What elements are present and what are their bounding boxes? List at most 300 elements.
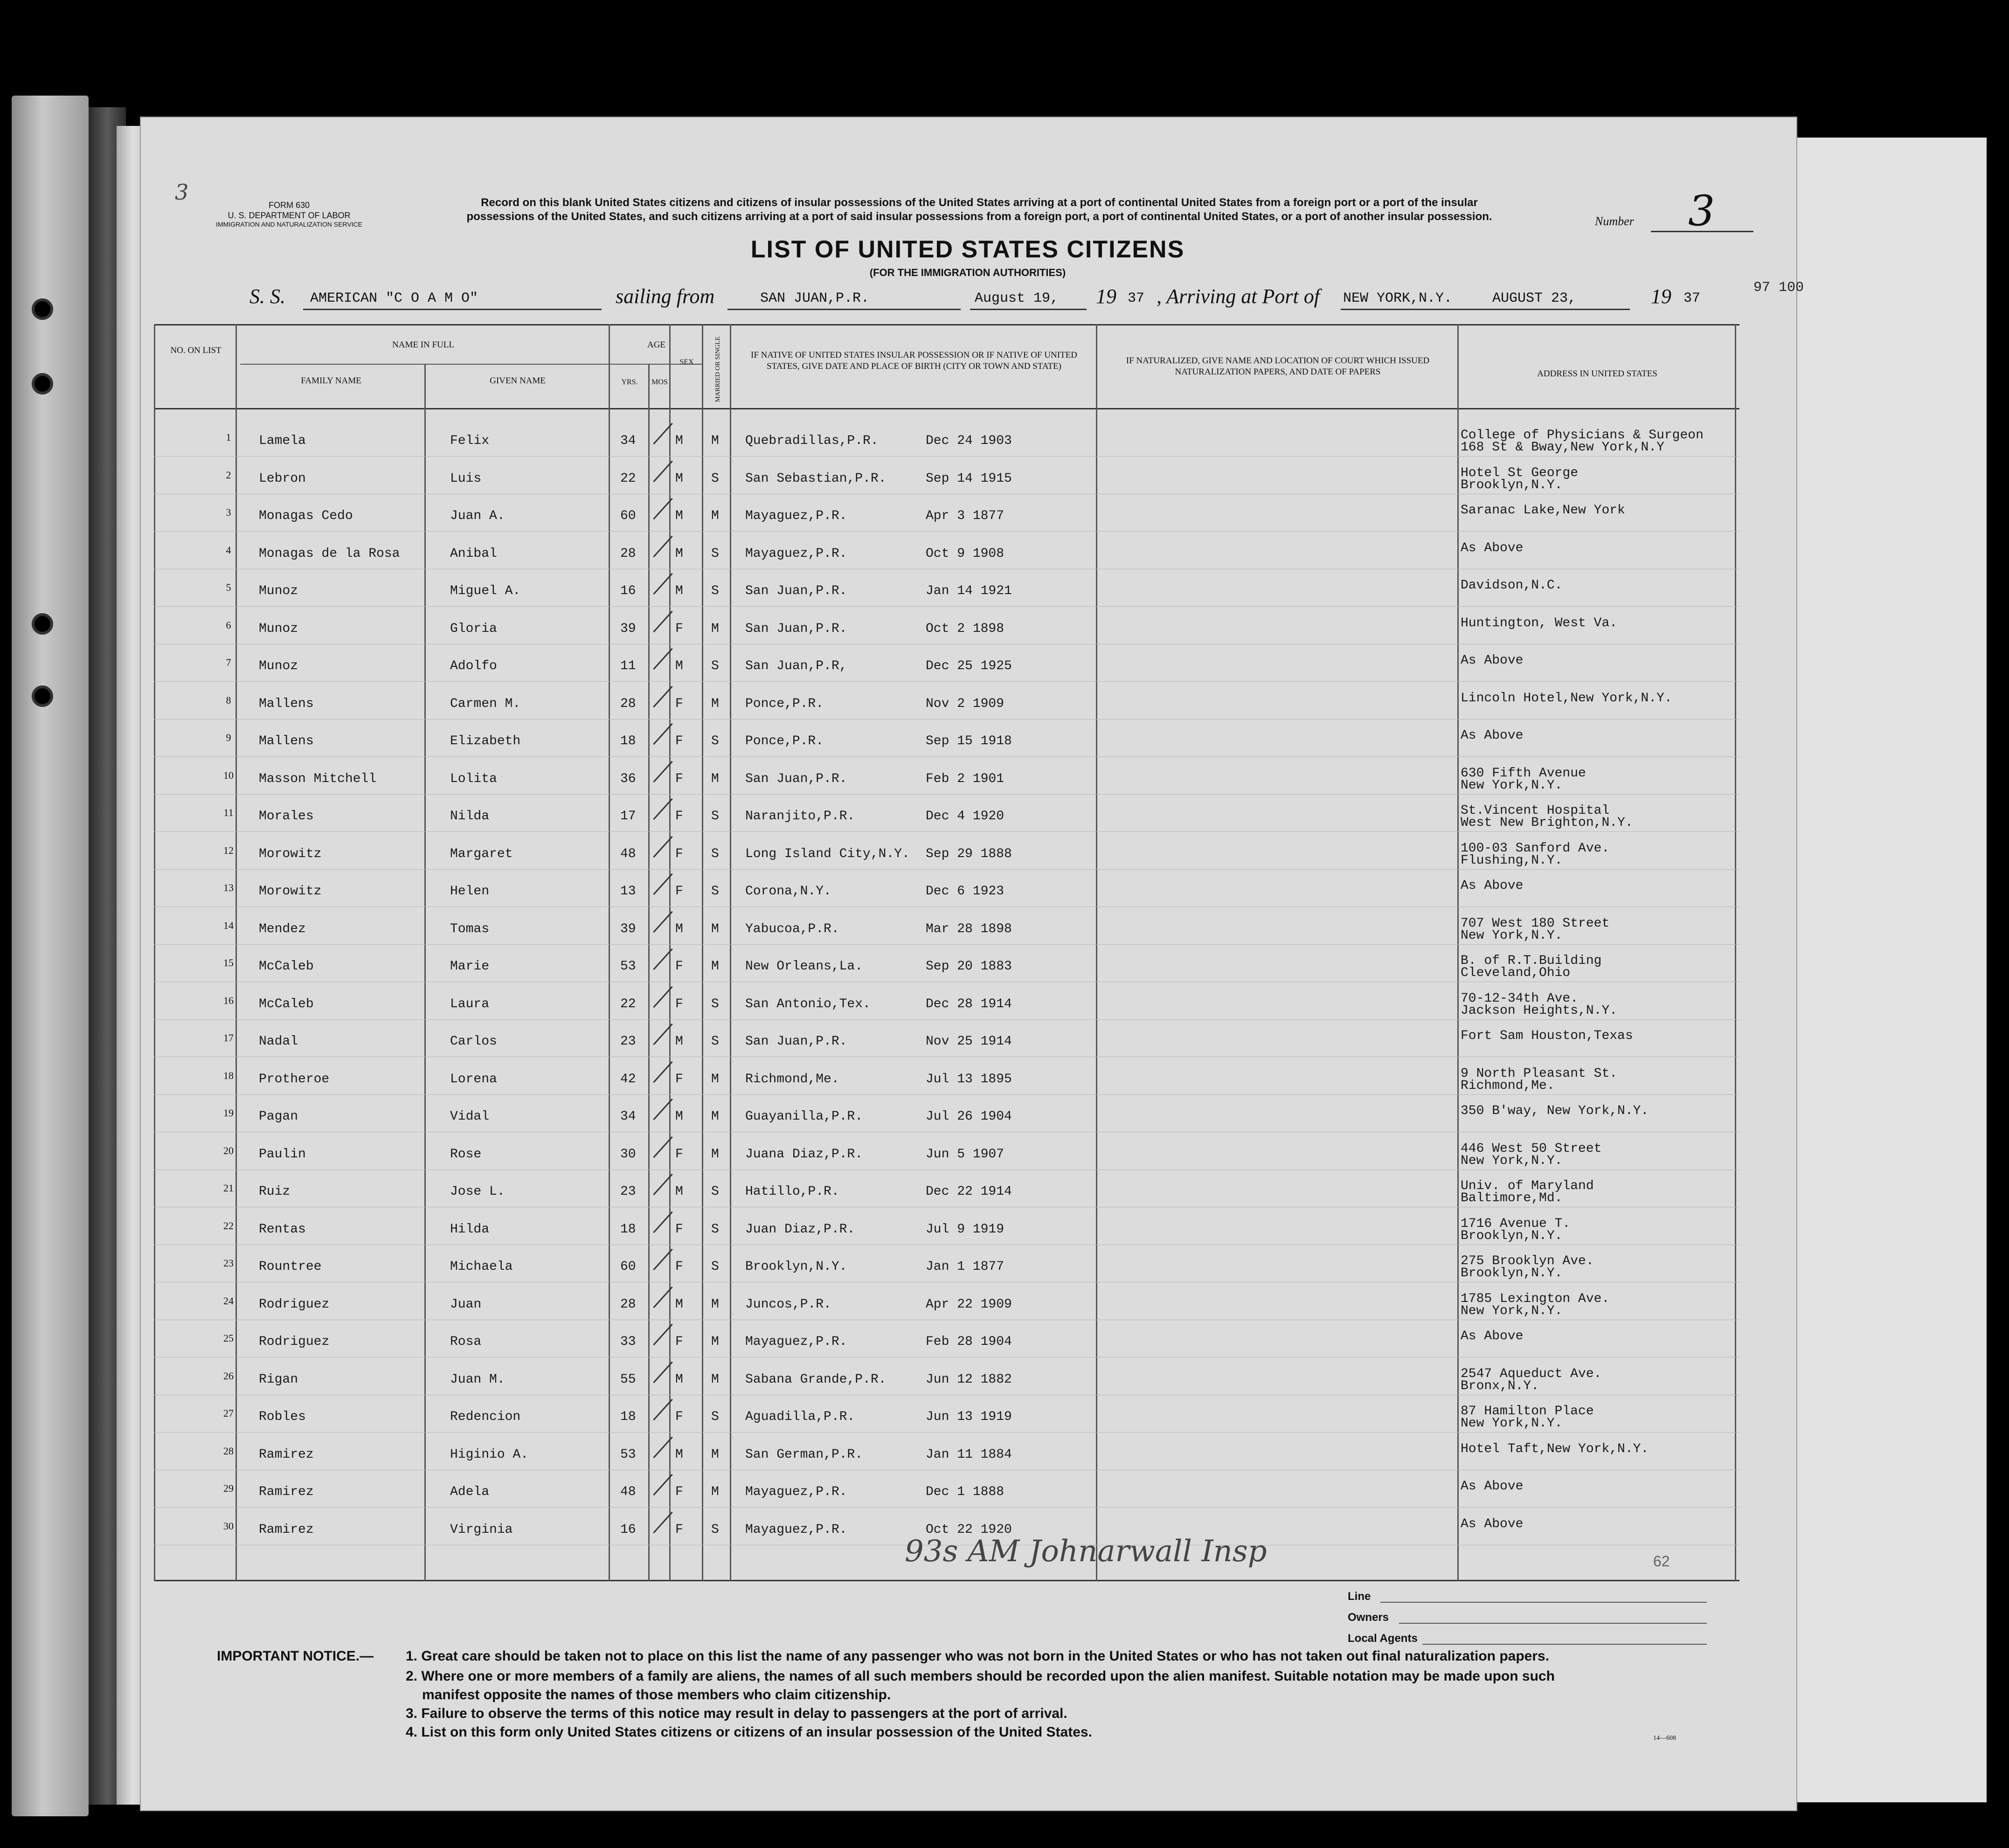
address-line-1: As Above [1461, 879, 1524, 893]
address-line-1: Lincoln Hotel,New York,N.Y. [1461, 691, 1672, 706]
address-line-2: New York,N.Y. [1461, 928, 1563, 943]
sex: F [675, 884, 683, 899]
family-name: Munoz [259, 621, 298, 636]
table-top-rule [154, 324, 1739, 325]
age-years: 28 [620, 546, 636, 561]
family-name: Protheroe [259, 1072, 330, 1087]
family-name: Rodriguez [259, 1297, 330, 1312]
marital-status: S [711, 1410, 719, 1424]
birth-date: Oct 9 1908 [926, 546, 1005, 561]
sex: F [675, 846, 683, 861]
address-line-1: 87 Hamilton Place [1461, 1404, 1594, 1419]
family-name: Ruiz [259, 1184, 291, 1199]
family-name: Rentas [259, 1222, 306, 1237]
date-underline [970, 309, 1087, 310]
row-number: 12 [223, 844, 234, 856]
address-line-1: 9 North Pleasant St. [1461, 1066, 1618, 1081]
marital-status: S [711, 584, 719, 598]
col-header-married: MARRIED OR SINGLE [714, 336, 721, 402]
department: U. S. DEPARTMENT OF LABOR [228, 210, 351, 220]
family-name: Monagas de la Rosa [259, 546, 400, 561]
sex: F [675, 1522, 683, 1537]
address-line-1: 70-12-34th Ave. [1461, 991, 1579, 1006]
address-line-2: Brooklyn,N.Y. [1461, 1228, 1563, 1243]
sex: M [675, 1297, 683, 1312]
birth-place: Quebradillas,P.R. [745, 434, 879, 448]
birth-place: San Sebastian,P.R. [745, 471, 887, 486]
birth-date: Oct 22 1920 [926, 1522, 1012, 1537]
birth-place: Mayaguez,P.R. [745, 509, 847, 523]
given-name: Elizabeth [450, 734, 521, 748]
given-name: Helen [450, 884, 490, 899]
birth-date: Sep 20 1883 [926, 959, 1012, 974]
sailing-from-label: sailing from [616, 285, 715, 308]
given-name: Laura [450, 997, 490, 1011]
birth-place: Mayaguez,P.R. [745, 1335, 847, 1349]
address-line-1: 275 Brooklyn Ave. [1461, 1254, 1594, 1268]
marital-status: S [711, 884, 719, 899]
row-number: 29 [223, 1482, 234, 1494]
birth-date: Jan 11 1884 [926, 1447, 1012, 1462]
sex: F [675, 771, 683, 786]
family-name: Ramirez [259, 1522, 314, 1537]
col-border [154, 324, 155, 1581]
ship-underline [303, 309, 602, 310]
birth-date: Sep 29 1888 [926, 846, 1012, 861]
col-header-address: ADDRESS IN UNITED STATES [1537, 369, 1657, 379]
sex: F [675, 1147, 683, 1162]
row-rule [154, 606, 1739, 607]
row-number: 11 [223, 807, 234, 818]
address-line-1: As Above [1461, 728, 1524, 743]
family-name: Robles [259, 1410, 306, 1424]
row-number: 24 [223, 1294, 234, 1307]
sex: M [675, 434, 683, 448]
marital-status: S [711, 997, 719, 1011]
given-name: Gloria [450, 621, 497, 636]
row-number: 25 [223, 1332, 234, 1344]
address-line-1: 1716 Avenue T. [1461, 1216, 1571, 1231]
address-line-1: St.Vincent Hospital [1461, 803, 1610, 818]
family-name: Rodriguez [259, 1335, 330, 1349]
given-name: Nilda [450, 809, 490, 824]
address-line-2: Baltimore,Md. [1461, 1191, 1563, 1205]
agents-field [1422, 1644, 1707, 1645]
given-name: Vidal [450, 1109, 490, 1124]
col-header-mos: MOS [651, 378, 668, 386]
age-years: 60 [620, 1260, 636, 1274]
given-name: Rosa [450, 1335, 482, 1349]
given-name: Carmen M. [450, 696, 521, 711]
row-number: 2 [226, 469, 231, 481]
birth-place: Yabucoa,P.R. [745, 921, 839, 936]
row-number: 10 [223, 769, 234, 781]
family-name: Munoz [259, 659, 298, 673]
sex: F [675, 621, 683, 636]
given-name: Tomas [450, 921, 490, 936]
address-line-2: Flushing,N.Y. [1461, 853, 1563, 868]
sex: M [675, 1447, 683, 1462]
birth-place: Brooklyn,N.Y. [745, 1260, 847, 1274]
row-number: 21 [223, 1182, 234, 1194]
birth-place: Richmond,Me. [745, 1072, 839, 1087]
sex: M [675, 1034, 683, 1049]
given-name: Juan [450, 1297, 482, 1312]
address-line-1: 707 West 180 Street [1461, 916, 1610, 931]
row-rule [154, 831, 1739, 832]
page-subtitle: (FOR THE IMMIGRATION AUTHORITIES) [869, 267, 1066, 278]
birth-date: Sep 14 1915 [926, 471, 1012, 486]
address-line-1: 350 B'way, New York,N.Y. [1461, 1104, 1649, 1118]
ss-label: S. S. [249, 285, 285, 308]
marital-status: M [711, 1335, 719, 1349]
binder-hole [32, 298, 53, 320]
birth-date: Apr 22 1909 [926, 1297, 1012, 1312]
notice-3: 3. Failure to observe the terms of this notice may result in delay to passengers at the port of arrival. [406, 1706, 1067, 1721]
address-line-1: 446 West 50 Street [1461, 1141, 1602, 1156]
birth-place: Hatillo,P.R. [745, 1184, 839, 1199]
arriving-label: , Arriving at Port of [1157, 285, 1320, 308]
birth-date: Dec 24 1903 [926, 434, 1012, 448]
marital-status: M [711, 1109, 719, 1124]
col-border [1457, 324, 1459, 1581]
form-id [205, 201, 373, 228]
sex: F [675, 997, 683, 1011]
marital-status: S [711, 846, 719, 861]
col-border [609, 324, 610, 1581]
sex: F [675, 1222, 683, 1237]
given-name: Felix [450, 434, 490, 448]
row-number: 22 [223, 1219, 234, 1232]
family-name: Morowitz [259, 884, 322, 899]
family-name: Masson Mitchell [259, 771, 377, 786]
birth-date: Jan 14 1921 [926, 584, 1012, 598]
address-line-1: 100-03 Sanford Ave. [1461, 841, 1610, 856]
address-line-2: New York,N.Y. [1461, 1416, 1563, 1431]
departure-date: August 19, [975, 291, 1059, 306]
sex: F [675, 734, 683, 748]
row-number: 19 [223, 1107, 234, 1119]
age-years: 11 [620, 659, 636, 673]
row-number: 13 [223, 882, 234, 893]
address-line-1: As Above [1461, 1516, 1524, 1531]
age-years: 30 [620, 1147, 636, 1162]
family-name: Morales [259, 809, 314, 824]
family-name: Ramirez [259, 1447, 314, 1462]
birth-date: Jun 13 1919 [926, 1410, 1012, 1424]
age-years: 22 [620, 471, 636, 486]
row-number: 7 [226, 657, 231, 668]
notice-4: 4. List on this form only United States citizens or citizens of an insular possession of the United States. [406, 1724, 1092, 1740]
sex: F [675, 959, 683, 974]
birth-date: Jul 13 1895 [926, 1072, 1012, 1087]
birth-date: Dec 22 1914 [926, 1184, 1012, 1199]
row-rule [154, 944, 1739, 945]
marital-status: S [711, 1034, 719, 1049]
given-name: Miguel A. [450, 584, 521, 598]
marital-status: M [711, 921, 719, 936]
col-header-naturalized: IF NATURALIZED, GIVE NAME AND LOCATION OF COURT WHICH ISSUED NATURALIZATION PAPERS, AND DATE OF PAPERS [1126, 356, 1430, 377]
birth-date: Dec 6 1923 [926, 884, 1005, 899]
row-rule [154, 531, 1739, 532]
family-name: McCaleb [259, 997, 314, 1011]
age-years: 22 [620, 997, 636, 1011]
address-line-2: Jackson Heights,N.Y. [1461, 1003, 1618, 1018]
age-years: 42 [620, 1072, 636, 1087]
col-header-family: FAMILY NAME [301, 376, 361, 386]
given-name: Redencion [450, 1410, 521, 1424]
ship-name: AMERICAN "C O A M O" [310, 291, 478, 306]
number-label: Number [1595, 215, 1634, 228]
subheader-rule [240, 364, 702, 365]
notice-2-cont: manifest opposite the names of those members who claim citizenship. [422, 1687, 891, 1703]
row-number: 8 [226, 694, 231, 706]
birth-place: Ponce,P.R. [745, 696, 824, 711]
given-name: Rose [450, 1147, 482, 1162]
row-rule [154, 1094, 1739, 1095]
row-number: 5 [226, 581, 231, 593]
col-header-no: NO. ON LIST [170, 346, 222, 355]
address-line-2: Cleveland,Ohio [1461, 966, 1571, 980]
family-name: Pagan [259, 1109, 298, 1124]
marital-status: M [711, 1297, 719, 1312]
address-line-1: Saranac Lake,New York [1461, 503, 1625, 518]
birth-date: Jun 5 1907 [926, 1147, 1005, 1162]
marital-status: M [711, 1072, 719, 1087]
age-years: 28 [620, 696, 636, 711]
address-line-2: West New Brighton,N.Y. [1461, 816, 1633, 830]
marital-status: M [711, 1147, 719, 1162]
birth-date: Feb 28 1904 [926, 1335, 1012, 1349]
agents-label: Local Agents [1348, 1632, 1418, 1645]
birth-place: San Juan,P.R, [745, 659, 847, 673]
birth-place: Mayaguez,P.R. [745, 1522, 847, 1537]
page-title: LIST OF UNITED STATES CITIZENS [750, 236, 1185, 263]
birth-place: Juan Diaz,P.R. [745, 1222, 855, 1237]
line-field [1380, 1602, 1707, 1603]
birth-date: Apr 3 1877 [926, 509, 1005, 523]
address-line-1: As Above [1461, 540, 1524, 555]
age-years: 28 [620, 1297, 636, 1312]
address-line-1: Hotel Taft,New York,N.Y. [1461, 1441, 1649, 1456]
birth-date: Jul 26 1904 [926, 1109, 1012, 1124]
col-header-age: AGE [647, 340, 666, 350]
col-border [648, 364, 650, 1581]
family-name: Lamela [259, 434, 306, 448]
sex: M [675, 471, 683, 486]
row-rule [154, 719, 1739, 720]
marital-status: M [711, 771, 719, 786]
table-bottom-rule [154, 1580, 1739, 1581]
address-line-2: Bronx,N.Y. [1461, 1378, 1539, 1393]
address-line-1: 630 Fifth Avenue [1461, 766, 1586, 781]
row-number: 9 [226, 732, 231, 743]
birth-place: San Juan,P.R. [745, 584, 847, 598]
marital-status: M [711, 959, 719, 974]
row-number: 14 [223, 919, 234, 931]
notice-title: IMPORTANT NOTICE.— [217, 1648, 374, 1664]
age-years: 18 [620, 734, 636, 748]
col-border [1096, 324, 1097, 1581]
given-name: Carlos [450, 1034, 497, 1049]
arrival-underline [1341, 309, 1630, 310]
family-name: Mendez [259, 921, 306, 936]
row-number: 16 [223, 994, 234, 1006]
birth-date: Sep 15 1918 [926, 734, 1012, 748]
binder-hole [32, 613, 53, 635]
address-line-1: As Above [1461, 653, 1524, 668]
notice-1: 1. Great care should be taken not to place on this list the name of any passenger who was not born in the United States or who has not taken out final naturalization papers. [406, 1648, 1550, 1664]
age-years: 48 [620, 1485, 636, 1499]
binder-hole [32, 373, 53, 395]
marital-status: S [711, 1222, 719, 1237]
family-name: Munoz [259, 584, 298, 598]
row-number: 1 [226, 431, 231, 443]
col-border [1735, 324, 1736, 1581]
notice-2: 2. Where one or more members of a family are aliens, the names of all such members should be recorded upon the alien manifest. Suitable notation may be made upon such [406, 1668, 1555, 1684]
age-years: 18 [620, 1410, 636, 1424]
given-name: Juan M. [450, 1372, 505, 1387]
age-years: 33 [620, 1335, 636, 1349]
col-border [424, 364, 426, 1581]
row-rule [154, 1019, 1739, 1020]
col-border [730, 324, 731, 1581]
row-number: 17 [223, 1032, 234, 1044]
address-line-2: New York,N.Y. [1461, 778, 1563, 793]
address-line-1: College of Physicians & Surgeon [1461, 428, 1704, 443]
col-header-yrs: YRS. [621, 378, 638, 386]
age-years: 17 [620, 809, 636, 824]
marital-status: S [711, 734, 719, 748]
row-number: 18 [223, 1069, 234, 1081]
row-rule [154, 1432, 1739, 1433]
sex: M [675, 1109, 683, 1124]
year-prefix [1096, 284, 1116, 308]
age-years: 53 [620, 959, 636, 974]
age-years: 23 [620, 1034, 636, 1049]
binder-spine [12, 96, 89, 1816]
age-years: 18 [620, 1222, 636, 1237]
birth-place: Ponce,P.R. [745, 734, 824, 748]
marital-status: S [711, 1522, 719, 1537]
row-number: 27 [223, 1407, 234, 1419]
adjacent-page-edge [1786, 140, 1979, 1800]
birth-date: Dec 4 1920 [926, 809, 1005, 824]
margin-numbers: 97 100 [1753, 280, 1804, 296]
birth-place: San Antonio,Tex. [745, 997, 871, 1011]
family-name: Paulin [259, 1147, 306, 1162]
birth-date: Dec 25 1925 [926, 659, 1012, 673]
row-rule [154, 1507, 1739, 1508]
birth-date: Dec 28 1914 [926, 997, 1012, 1011]
sex: M [675, 546, 683, 561]
address-line-1: B. of R.T.Building [1461, 954, 1602, 968]
address-line-2: New York,N.Y. [1461, 1153, 1563, 1168]
given-name: Adela [450, 1485, 490, 1499]
given-name: Luis [450, 471, 482, 486]
inspector-signature: 93s AM Johnarwall Insp [905, 1534, 1267, 1569]
marital-status: S [711, 546, 719, 561]
marital-status: S [711, 471, 719, 486]
marital-status: M [711, 621, 719, 636]
row-number: 23 [223, 1257, 234, 1269]
birth-place: Corona,N.Y. [745, 884, 831, 899]
row-number: 30 [223, 1520, 234, 1532]
row-number: 28 [223, 1445, 234, 1457]
row-rule [154, 681, 1739, 682]
row-rule [154, 869, 1739, 870]
birth-place: Guayanilla,P.R. [745, 1109, 863, 1124]
service: IMMIGRATION AND NATURALIZATION SERVICE [216, 221, 362, 228]
birth-date: Feb 2 1901 [926, 771, 1005, 786]
page-count: 62 [1653, 1553, 1670, 1570]
given-name: Juan A. [450, 509, 505, 523]
address-line-1: Huntington, West Va. [1461, 616, 1618, 630]
birth-place: Juncos,P.R. [745, 1297, 831, 1312]
age-years: 48 [620, 846, 636, 861]
given-name: Marie [450, 959, 490, 974]
birth-place: Naranjito,P.R. [745, 809, 855, 824]
family-name: Ramirez [259, 1485, 314, 1499]
birth-date: Jun 12 1882 [926, 1372, 1012, 1387]
birth-place: San German,P.R. [745, 1447, 863, 1462]
given-name: Lorena [450, 1072, 497, 1087]
family-name: Monagas Cedo [259, 509, 353, 523]
birth-date: Nov 25 1914 [926, 1034, 1012, 1049]
arrival-date: AUGUST 23, [1492, 291, 1577, 306]
age-years: 55 [620, 1372, 636, 1387]
given-name: Anibal [450, 546, 497, 561]
address-line-1: As Above [1461, 1479, 1524, 1494]
sex: F [675, 1485, 683, 1499]
sex: M [675, 1372, 683, 1387]
marital-status: M [711, 509, 719, 523]
given-name: Michaela [450, 1260, 513, 1274]
birth-date: Jan 1 1877 [926, 1260, 1005, 1274]
sex: M [675, 1184, 683, 1199]
family-name: Lebron [259, 471, 306, 486]
marital-status: S [711, 659, 719, 673]
col-header-given: GIVEN NAME [490, 376, 546, 386]
birth-date: Jul 9 1919 [926, 1222, 1005, 1237]
sex: M [675, 921, 683, 936]
number-value: 3 [1688, 187, 1715, 235]
row-number: 20 [223, 1144, 234, 1156]
given-name: Margaret [450, 846, 513, 861]
row-rule [154, 456, 1739, 457]
given-name: Jose L. [450, 1184, 505, 1199]
birth-place: San Juan,P.R. [745, 771, 847, 786]
marital-status: S [711, 1260, 719, 1274]
family-name: Rigan [259, 1372, 298, 1387]
birth-place: Long Island City,N.Y. [745, 846, 910, 861]
year-prefix-text: 19 [1096, 285, 1116, 308]
birth-place: Sabana Grande,P.R. [745, 1372, 887, 1387]
family-name: McCaleb [259, 959, 314, 974]
arrival-year-prefix [1651, 284, 1671, 308]
address-line-1: 2547 Aqueduct Ave. [1461, 1366, 1602, 1381]
sex: F [675, 1410, 683, 1424]
age-years: 13 [620, 884, 636, 899]
arrival-year-prefix-text: 19 [1651, 285, 1671, 308]
row-rule [154, 794, 1739, 795]
address-line-1: 1785 Lexington Ave. [1461, 1291, 1610, 1306]
address-line-1: Fort Sam Houston,Texas [1461, 1029, 1633, 1043]
marital-status: S [711, 1184, 719, 1199]
sex: F [675, 1260, 683, 1274]
age-years: 36 [620, 771, 636, 786]
age-years: 60 [620, 509, 636, 523]
